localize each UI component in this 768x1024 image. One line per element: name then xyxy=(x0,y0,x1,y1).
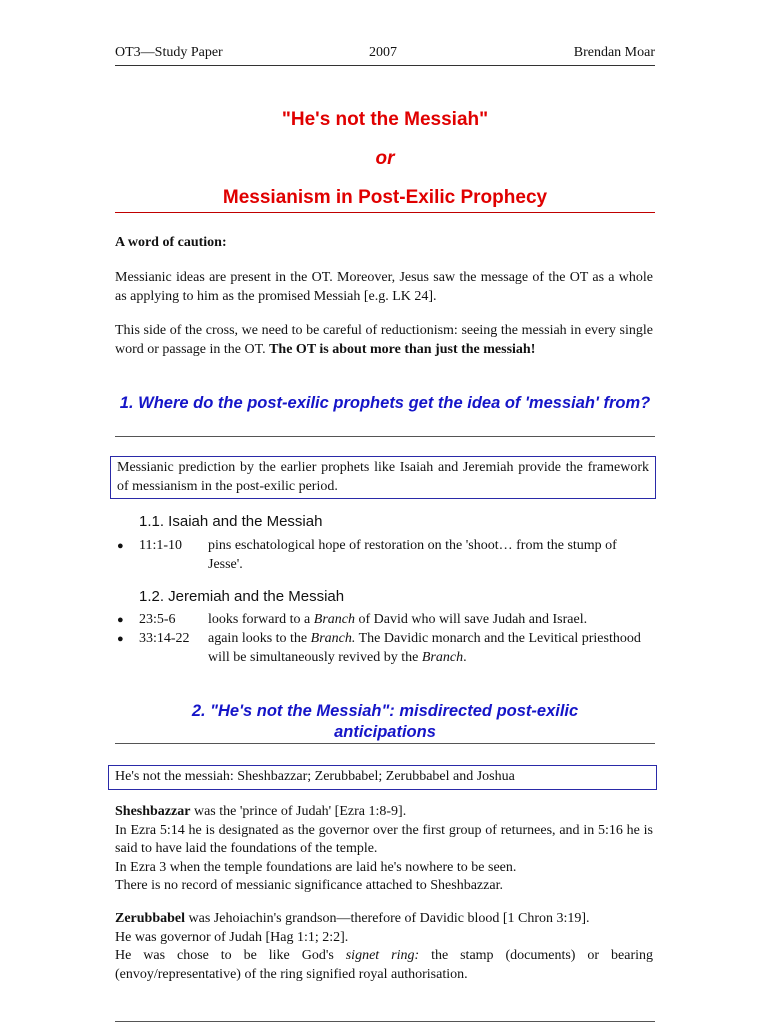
section-1-heading: 1. Where do the post-exilic prophets get the idea of 'messiah' from? xyxy=(119,394,651,412)
caution-paragraph-1: Messianic ideas are present in the OT. Moreover, Jesus saw the message of the OT as a whole as applying to him as the promised Messiah [e.g. LK 24]. xyxy=(115,270,653,304)
list-item xyxy=(0,611,768,630)
list-item-text: again looks to the Branch. The Davidic monarch and the Levitical priesthood will be simultaneously revived by the Branch. xyxy=(208,631,641,665)
caution-paragraph-2: This side of the cross, we need to be careful of reductionism: seeing the messiah in every single word or passage in the OT. The OT is about more than just the messiah! xyxy=(115,323,653,357)
sheshbazzar-paragraph: Sheshbazzar was the 'prince of Judah' [Ezra 1:8-9]. In Ezra 5:14 he is designated as the governor over the first group of returnees, and in 5:16 he is said to have laid the foundations of the temple. In Ezra 3 when the temple foundations are laid he's nowhere to be seen. There is no record of messianic significance attached to Sheshbazzar. xyxy=(115,804,653,893)
bullet-icon: ● xyxy=(117,633,124,645)
section-2-heading: 2. "He's not the Messiah": misdirected post-exilic anticipations xyxy=(191,702,579,741)
bullet-icon: ● xyxy=(117,614,124,626)
list-item xyxy=(0,630,768,668)
list-item-text: looks forward to a Branch of David who will save Judah and Israel. xyxy=(208,612,588,627)
list-item-text: pins eschatological hope of restoration on the 'shoot… from the stump of Jesse'. xyxy=(208,538,617,572)
title-line-1: "He's not the Messiah" xyxy=(281,109,489,130)
section-2-summary-box: He's not the messiah: Sheshbazzar; Zerubbabel; Zerubbabel and Joshua xyxy=(108,765,657,790)
title-divider xyxy=(115,212,655,213)
header-year: 2007 xyxy=(369,45,397,60)
scripture-reference: 23:5-6 xyxy=(139,612,176,627)
header-course: OT3—Study Paper xyxy=(115,45,223,60)
footer-divider xyxy=(115,1021,655,1022)
title-line-3: Messianism in Post-Exilic Prophecy xyxy=(222,187,548,208)
zerubbabel-paragraph: Zerubbabel was Jehoiachin's grandson—therefore of Davidic blood [1 Chron 3:19]. He was governor of Judah [Hag 1:1; 2:2]. He was chose to be like God's signet ring: the stamp (documents) or bearing (envoy/representative) of the ring signified royal authorisation. xyxy=(115,911,653,982)
caution-heading: A word of caution: xyxy=(115,235,227,250)
subsection-isaiah-heading: 1.1. Isaiah and the Messiah xyxy=(139,513,323,530)
bullet-icon: ● xyxy=(117,540,124,552)
sheshbazzar-name: Sheshbazzar xyxy=(115,804,191,819)
title-line-2: or xyxy=(375,148,395,169)
section-2-divider xyxy=(115,743,655,744)
scripture-reference: 33:14-22 xyxy=(139,631,190,646)
section-1-divider xyxy=(115,436,655,437)
scripture-reference: 11:1-10 xyxy=(139,538,183,553)
header-author: Brendan Moar xyxy=(573,45,655,60)
section-1-summary-box: Messianic prediction by the earlier prophets like Isaiah and Jeremiah provide the framework of messianism in the post-exilic period. xyxy=(110,456,656,499)
caution-emphasis: The OT is about more than just the messiah! xyxy=(269,341,536,357)
subsection-jeremiah-heading: 1.2. Jeremiah and the Messiah xyxy=(139,588,345,605)
zerubbabel-name: Zerubbabel xyxy=(115,911,186,926)
list-item xyxy=(0,537,768,575)
page-header xyxy=(115,45,655,66)
